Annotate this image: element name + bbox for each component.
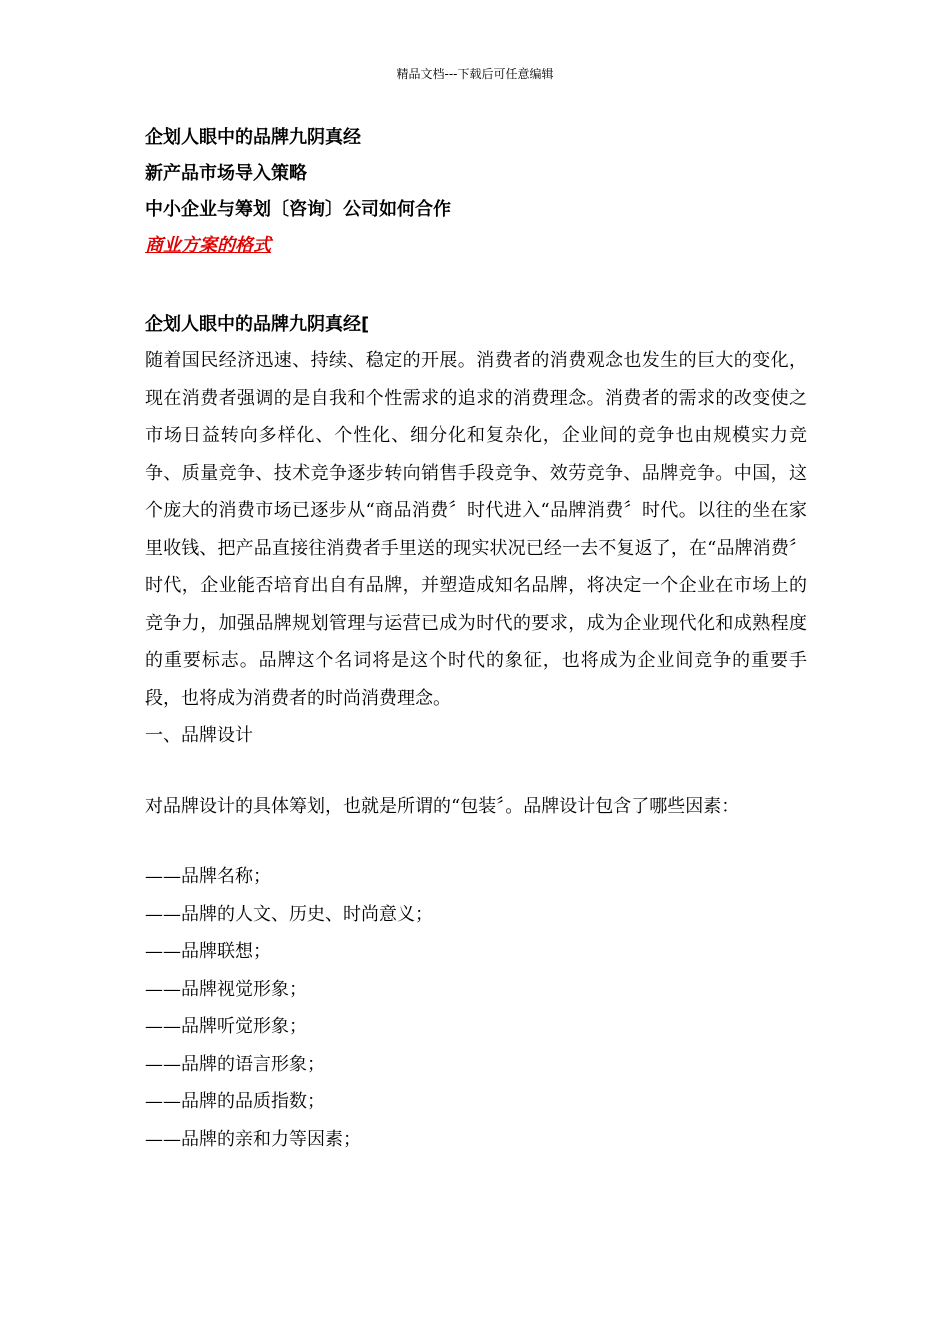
list-item: ——品牌的品质指数； (145, 1091, 325, 1112)
section-heading-brand-design: 一、品牌设计 (145, 725, 253, 746)
brand-design-intro: 对品牌设计的具体筹划，也就是所谓的“包装〞。品牌设计包含了哪些因素： (145, 795, 740, 817)
list-item: ——品牌联想； (145, 941, 271, 962)
list-item: ——品牌视觉形象； (145, 978, 307, 1000)
list-item: ——品牌的人文、历史、时尚意义； (145, 903, 433, 925)
toc-link-business-plan-format[interactable]: 商业方案的格式 (145, 235, 271, 256)
page-header (0, 66, 950, 82)
list-item: ——品牌的亲和力等因素； (145, 1128, 361, 1150)
toc-item-sme-cooperation: 中小企业与筹划〔咨询〕公司如何合作 (145, 199, 451, 220)
list-item: ——品牌名称； (145, 866, 271, 887)
document-body (145, 120, 807, 1158)
list-item: ——品牌的语言形象； (145, 1053, 325, 1075)
body-paragraph: 随着国民经济迅速、持续、稳定的开展。消费者的消费观念也发生的巨大的变化，现在消费者强调的是自我和个性需求的追求的消费理念。消费者的需求的改变使之市场日益转向多样化、个性化、细分化和复杂化，企业间的竞争也由规模实力竞争、质量竞争、技术竞争逐步转向销售手段竞争、效劳竞争、品牌竞争。中国，这个庞大的消费市场已逐步从“商品消费〞时代进入“品牌消费〞时代。以往的坐在家里收钱、把产品直接往消费者手里送的现实状况已经一去不复返了，在“品牌消费〞时代，企业能否培育出自有品牌，并塑造成知名品牌，将决定一个企业在市场上的竞争力，加强品牌规划管理与运营已成为时代的要求，成为企业现代化和成熟程度的重要标志。品牌这个名词将是这个时代的象征，也将成为企业间竞争的重要手段，也将成为消费者的时尚消费理念。 (145, 350, 807, 709)
page-header-text: 精品文档---下载后可任意编辑 (396, 67, 554, 81)
table-of-contents (145, 120, 807, 264)
toc-item-brand-guide: 企划人眼中的品牌九阴真经 (145, 127, 361, 148)
list-item: ——品牌听觉形象； (145, 1016, 307, 1037)
brand-factor-list (145, 858, 807, 1158)
toc-item-new-product-strategy: 新产品市场导入策略 (145, 163, 307, 184)
section-title: 企划人眼中的品牌九阴真经[ (145, 314, 370, 335)
